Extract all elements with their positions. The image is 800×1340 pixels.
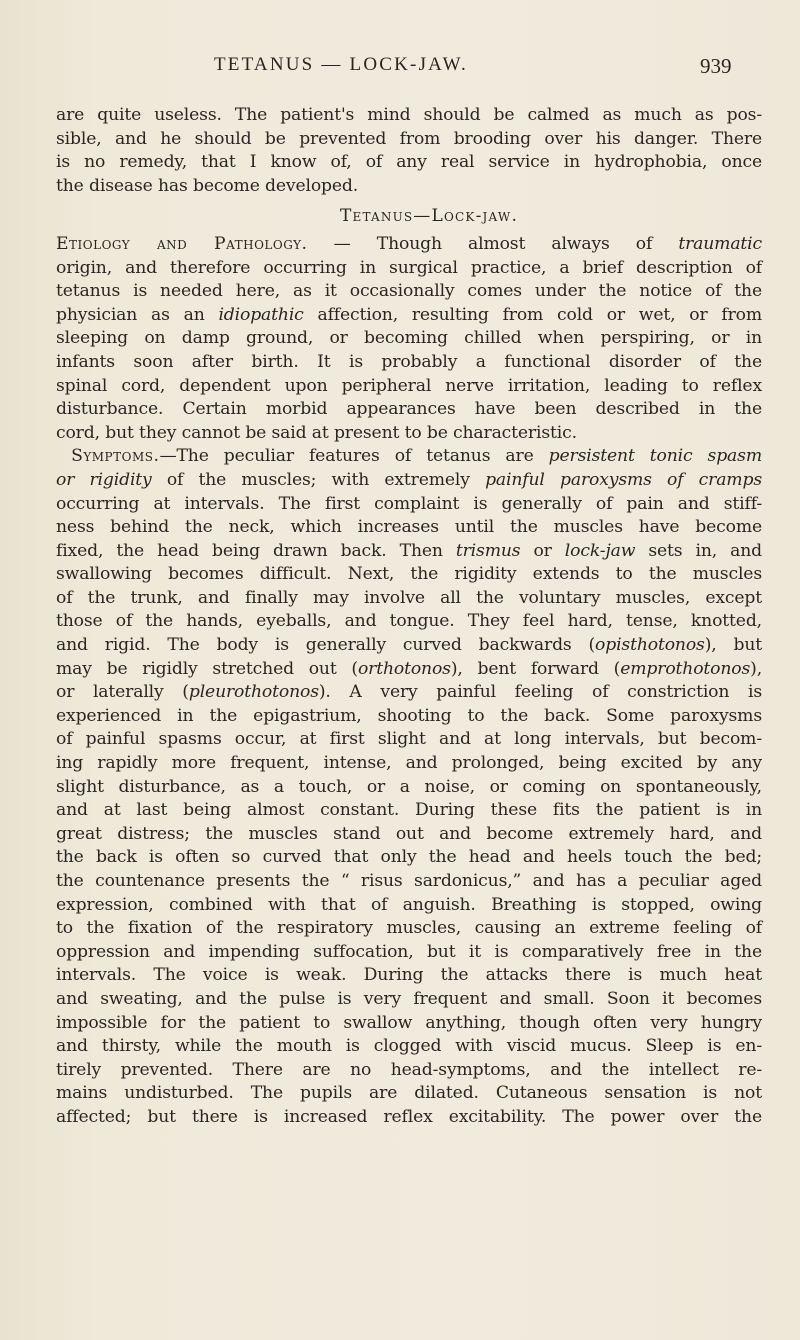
text-line — [56, 658, 762, 682]
text-line — [56, 304, 762, 328]
text-span: fixed, the head being drawn back. Then — [56, 540, 456, 561]
text-line: intervals. The voice is weak. During the attacks there is much heat — [56, 965, 762, 986]
text-line: affected; but there is increased reflex excitability. The power over the — [56, 1106, 762, 1127]
text-line: disturbance. Certain morbid appearances have been described in the — [56, 399, 762, 420]
section-heading: Tetanus—Lock-jaw. — [339, 206, 519, 227]
text-line: the back is often so curved that only the head and heels touch the bed; — [56, 847, 762, 868]
paragraph-lead: Symptoms. — [71, 446, 160, 467]
text-line: the countenance presents the “ risus sardonicus,” and has a peculiar aged — [56, 871, 762, 891]
text-span: physician as an — [56, 304, 219, 325]
running-head — [0, 54, 800, 84]
text-line: and thirsty, while the mouth is clogged with viscid mucus. Sleep is en- — [56, 1036, 762, 1057]
text-line: origin, and therefore occurring in surgical practice, a brief description of — [56, 257, 762, 278]
italic-term: persistent tonic spasm — [548, 446, 762, 467]
text-line — [56, 634, 762, 658]
page-number: 939 — [700, 54, 732, 78]
italic-term: pleurothotonos — [188, 682, 319, 703]
text-span: and rigid. The body is generally curved backwards ( — [56, 635, 596, 656]
text-line — [56, 540, 762, 564]
text-line: those of the hands, eyeballs, and tongue. They feel hard, tense, knotted, — [56, 611, 762, 632]
text-line — [56, 469, 762, 493]
text-line — [56, 681, 762, 705]
text-line: occurring at intervals. The first complaint is generally of pain and stiff- — [56, 493, 762, 514]
text-line: ness behind the neck, which increases until the muscles have become — [56, 517, 762, 538]
text-span: ), bent forward ( — [450, 658, 621, 679]
text-line: sible, and he should be prevented from brooding over his danger. There — [56, 128, 762, 149]
italic-term: emprothotonos — [620, 658, 751, 679]
italic-term: idiopathic — [218, 304, 304, 325]
text-span: may be rigidly stretched out ( — [56, 658, 358, 679]
text-line: of painful spasms occur, at first slight and at long intervals, but becom- — [56, 729, 762, 750]
text-line: great distress; the muscles stand out and become extremely hard, and — [56, 823, 762, 844]
text-line: and sweating, and the pulse is very frequent and small. Soon it becomes — [56, 988, 762, 1009]
text-line: infants soon after birth. It is probably a functional disorder of the — [56, 351, 762, 372]
text-span: — Though almost always of — [307, 233, 679, 254]
italic-term: trismus — [455, 540, 521, 561]
text-line: and at last being almost constant. During these fits the patient is in — [56, 800, 762, 821]
text-line: tirely prevented. There are no head-symptoms, and the intellect re- — [56, 1059, 762, 1080]
text-span: affection, resulting from cold or wet, or from — [317, 304, 762, 325]
body-text — [56, 104, 762, 1130]
text-line: slight disturbance, as a touch, or a noise, or coming on spontaneously, — [56, 776, 762, 797]
text-line: impossible for the patient to swallow anything, though often very hungry — [56, 1012, 762, 1033]
running-title: TETANUS — LOCK-JAW. — [214, 54, 468, 75]
text-line: of the trunk, and finally may involve all the voluntary muscles, except — [56, 587, 762, 608]
italic-term: orthotonos — [357, 658, 451, 679]
text-line: sleeping on damp ground, or becoming chilled when perspiring, or in — [56, 328, 762, 349]
text-line — [56, 233, 762, 257]
text-span: or laterally ( — [56, 682, 189, 703]
italic-term: lock-jaw — [564, 540, 636, 561]
text-span: ). A very painful feeling of constriction is — [318, 682, 762, 703]
text-line: experienced in the epigastrium, shooting to the back. Some paroxysms — [56, 705, 762, 726]
text-line: cord, but they cannot be said at present to be characteristic. — [56, 422, 577, 443]
italic-term: opisthotonos — [595, 635, 705, 656]
text-line: expression, combined with that of anguish. Breathing is stopped, owing — [56, 894, 762, 915]
text-span: ), — [750, 658, 763, 679]
italic-term: or rigidity — [56, 469, 152, 490]
text-line: oppression and impending suffocation, but it is comparatively free in the — [56, 941, 762, 962]
text-span: of the muscles; with extremely — [151, 469, 486, 490]
italic-term: painful paroxysms of cramps — [485, 469, 762, 490]
paragraph-lead: Etiology and Pathology. — [56, 233, 308, 254]
text-line: spinal cord, dependent upon peripheral nerve irritation, leading to reflex — [56, 375, 762, 396]
text-line: to the fixation of the respiratory muscles, causing an extreme feeling of — [56, 918, 762, 939]
text-line: ing rapidly more frequent, intense, and prolonged, being excited by any — [56, 753, 762, 774]
text-line: mains undisturbed. The pupils are dilated. Cutaneous sensation is not — [56, 1083, 762, 1104]
text-span: sets in, and — [635, 540, 762, 561]
text-span: ), but — [704, 635, 762, 656]
text-line — [56, 445, 762, 469]
text-line: the disease has become developed. — [56, 175, 359, 196]
text-line: tetanus is needed here, as it occasionally comes under the notice of the — [56, 281, 762, 302]
text-line: is no remedy, that I know of, of any real service in hydrophobia, once — [56, 152, 762, 173]
italic-term: traumatic — [678, 233, 762, 254]
text-span: or — [520, 540, 565, 561]
text-span: —The peculiar features of tetanus are — [159, 446, 549, 467]
text-line: are quite useless. The patient's mind should be calmed as much as pos- — [56, 105, 762, 125]
text-line: swallowing becomes difficult. Next, the rigidity extends to the muscles — [56, 564, 762, 585]
